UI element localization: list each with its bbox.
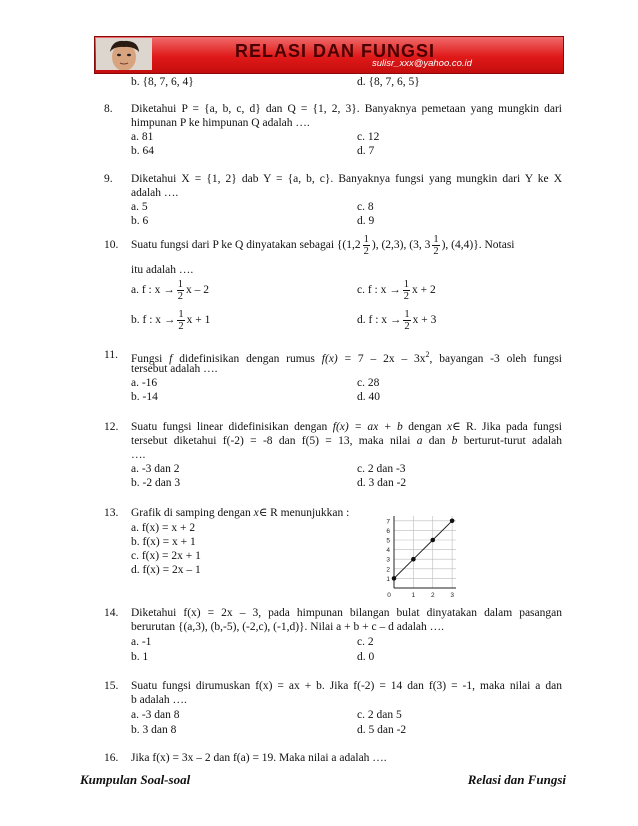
y-tick-label: 4 — [386, 547, 390, 555]
q11-option-c: c. 28 — [357, 377, 380, 389]
q13-number: 13. — [104, 507, 119, 519]
q14-option-c: c. 2 — [357, 636, 374, 648]
q8-number: 8. — [104, 103, 113, 115]
q8-option-c: c. 12 — [357, 131, 380, 143]
q13-text-line1: Grafik di samping dengan x∈ R menunjukkan : — [131, 507, 350, 519]
q12-text-line2: tersebut diketahui f(-2) = -8 dan f(5) = 13, maka nilai a dan b berturut-turut adalah — [131, 435, 562, 447]
x-tick-label: 1 — [411, 592, 416, 599]
fraction-half: $\frac{1}{2}$ — [177, 278, 184, 302]
q10-option-c: c. f : x → $\frac{1}{2}$ x + 2 — [357, 278, 436, 302]
y-tick-label: 3 — [386, 556, 390, 564]
fraction-half: $\frac{1}{2}$ — [404, 308, 410, 332]
y-tick-label: 6 — [386, 527, 390, 535]
q14-option-d: d. 0 — [357, 651, 375, 663]
q8-option-b: b. 64 — [131, 145, 154, 157]
q9-text-line2: adalah …. — [131, 187, 179, 199]
q10-number: 10. — [104, 239, 119, 251]
q9-option-c: c. 8 — [357, 201, 374, 213]
q11-text-line2: tersebut adalah …. — [131, 363, 218, 375]
q7-option-d: d. {8, 7, 6, 5} — [357, 76, 420, 88]
q9-text-line1: Diketahui X = {1, 2} dab Y = {a, b, c}. Banyaknya fungsi yang mungkin dari Y ke X — [131, 173, 562, 185]
fraction-half: $\frac{1}{2}$ — [363, 233, 369, 257]
q9-option-b: b. 6 — [131, 215, 149, 227]
q13-option-b: b. f(x) = x + 1 — [131, 536, 196, 548]
q8-text-line1: Diketahui P = {a, b, c, d} dan Q = {1, 2, 3}. Banyaknya pemetaan yang mungkin dari — [131, 103, 562, 115]
q10-option-b: b. f : x → $\frac{1}{2}$ x + 1 — [131, 308, 211, 332]
q11-option-b: b. -14 — [131, 391, 158, 403]
q15-number: 15. — [104, 680, 119, 692]
fraction-half: $\frac{1}{2}$ — [178, 308, 184, 332]
q10-option-a: a. f : x → $\frac{1}{2}$ x – 2 — [131, 278, 210, 302]
q14-option-a: a. -1 — [131, 636, 152, 648]
q15-option-c: c. 2 dan 5 — [357, 709, 402, 721]
header-title: RELASI DAN FUNGSI — [234, 41, 435, 61]
q7-option-b: b. {8, 7, 6, 4} — [131, 76, 194, 88]
fraction-half: $\frac{1}{2}$ — [433, 233, 439, 257]
q8-option-a: a. 81 — [131, 131, 154, 143]
y-tick-label: 5 — [386, 537, 390, 545]
q15-option-a: a. -3 dan 8 — [131, 709, 180, 721]
q12-option-d: d. 3 dan -2 — [357, 477, 407, 489]
q14-text-line1: Diketahui f(x) = 2x – 3, pada himpunan bilangan bulat dinyatakan dalam pasangan — [131, 607, 562, 619]
q12-option-b: b. -2 dan 3 — [131, 477, 181, 489]
data-point — [430, 538, 435, 543]
x-tick-label: 3 — [450, 592, 454, 599]
q11-option-a: a. -16 — [131, 377, 158, 389]
q12-option-a: a. -3 dan 2 — [131, 463, 180, 475]
y-tick-label: 7 — [386, 518, 390, 526]
author-photo — [96, 38, 152, 70]
x-tick-label: 2 — [430, 592, 435, 599]
q13-option-d: d. f(x) = 2x – 1 — [131, 564, 201, 576]
q9-option-d: d. 9 — [357, 215, 375, 227]
q16-number: 16. — [104, 752, 119, 764]
q12-text-line1: Suatu fungsi linear didefinisikan dengan f(x) = ax + b dengan x∈ R. Jika pada fungsi — [131, 421, 562, 433]
q10-option-d: d. f : x → $\frac{1}{2}$ x + 3 — [357, 308, 437, 332]
data-point — [392, 576, 397, 581]
header-email: sulisr_xxx@yahoo.co.id — [372, 58, 472, 69]
q9-option-a: a. 5 — [131, 201, 148, 213]
q13-line-graph — [380, 510, 460, 602]
q13-option-c: c. f(x) = 2x + 1 — [131, 550, 201, 562]
fraction-half: $\frac{1}{2}$ — [403, 278, 410, 302]
q12-text-line3: …. — [131, 449, 146, 461]
y-tick-label: 2 — [386, 566, 390, 574]
q15-option-b: b. 3 dan 8 — [131, 724, 177, 736]
data-point — [450, 519, 455, 524]
q8-option-d: d. 7 — [357, 145, 375, 157]
q13-option-a: a. f(x) = x + 2 — [131, 522, 196, 534]
q14-text-line2: berurutan {(a,3), (b,-5), (-2,c), (-1,d)}. Nilai a + b + c – d adalah …. — [131, 621, 444, 633]
q10-text-line2: itu adalah …. — [131, 264, 194, 276]
q11-number: 11. — [104, 349, 118, 361]
q16-text-line1: Jika f(x) = 3x – 2 dan f(a) = 19. Maka nilai a adalah …. — [131, 752, 387, 764]
footer-right: Relasi dan Fungsi — [467, 772, 566, 787]
q14-number: 14. — [104, 607, 119, 619]
q11-option-d: d. 40 — [357, 391, 380, 403]
data-point — [411, 557, 416, 562]
x-tick-label: 0 — [387, 592, 391, 599]
footer-left: Kumpulan Soal-soal — [80, 772, 191, 787]
q8-text-line2: himpunan P ke himpunan Q adalah …. — [131, 117, 310, 129]
q9-number: 9. — [104, 173, 113, 185]
q15-text-line2: b adalah …. — [131, 694, 187, 706]
q11-text-line1: Fungsi f didefinisikan dengan rumus $f(x) = 7 - 2x - 3x^2$, bayangan -3 oleh fungsi — [131, 350, 562, 365]
q12-number: 12. — [104, 421, 119, 433]
y-tick-label: 1 — [386, 575, 390, 583]
q14-option-b: b. 1 — [131, 651, 149, 663]
q12-option-c: c. 2 dan -3 — [357, 463, 406, 475]
q10-text-line1: Suatu fungsi dari P ke Q dinyatakan sebagai {(1,2 $\frac{1}{2}$ ), (2,3), (3, 3 $\frac{1}{2}$ ), (4,4)}. Notasi — [131, 233, 515, 257]
q15-option-d: d. 5 dan -2 — [357, 724, 407, 736]
q15-text-line1: Suatu fungsi dirumuskan f(x) = ax + b. Jika f(-2) = 14 dan f(3) = -1, maka nilai a dan — [131, 680, 562, 692]
